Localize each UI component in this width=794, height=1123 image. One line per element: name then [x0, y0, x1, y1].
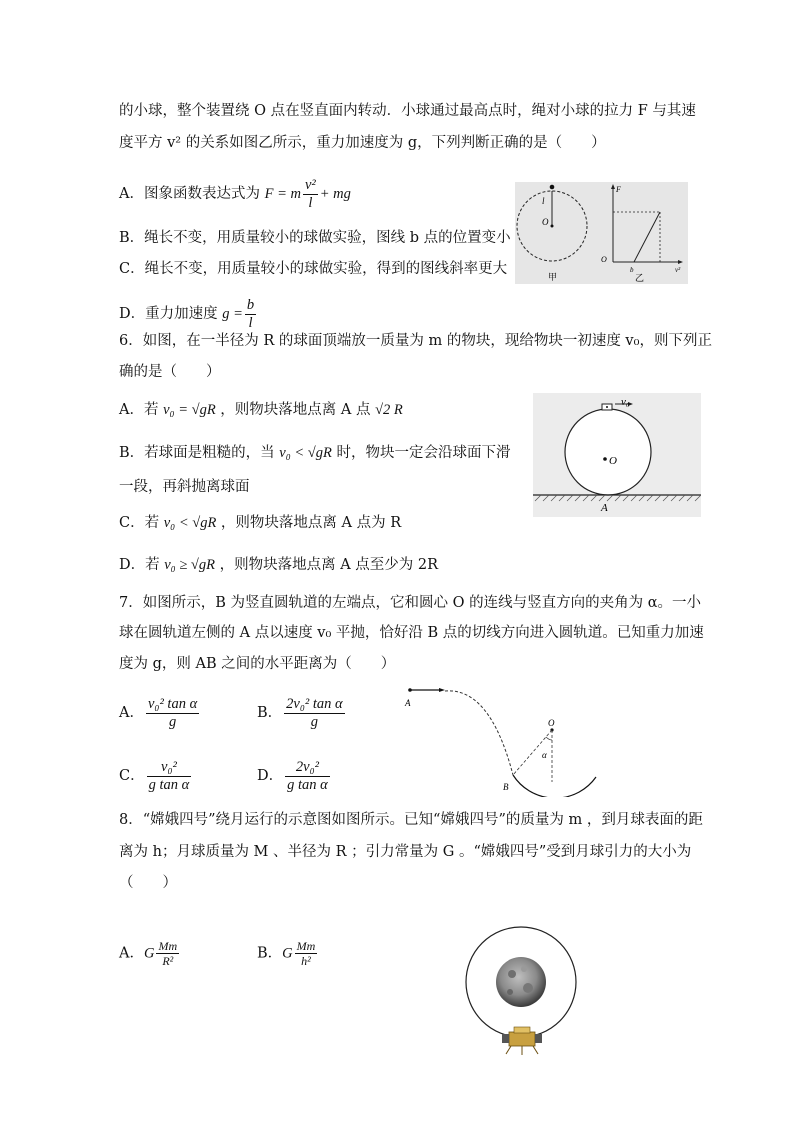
q7-label-a: A [405, 698, 411, 708]
q6-label-v0: v₀ [621, 396, 630, 408]
q6-block-dot [606, 406, 608, 408]
q5-label-origin: O [601, 255, 607, 264]
q6-label-a: A [601, 502, 608, 514]
q6-option-b [119, 443, 510, 463]
q7-option-d-fraction [285, 760, 330, 792]
q6-center-dot [603, 457, 607, 461]
q6-option-a-pre: A．若 [119, 402, 159, 418]
q6-stem-line1: 6．如图，在一半径为 R 的球面顶端放一质量为 m 的物块，现给物块一初速度 v₀，则下列正 [119, 333, 712, 349]
q5-option-a-text: A．图象函数表达式为 [119, 186, 260, 202]
q8-moon-crater-1 [508, 970, 516, 978]
q5-label-v2: v² [675, 266, 681, 274]
q5-option-a-rhs: + mg [319, 186, 351, 202]
q5-option-d-den: l [248, 314, 253, 331]
q8-option-b-den: h² [301, 954, 311, 968]
q8-option-a-den: R² [162, 954, 174, 968]
q8-option-a-num: Mm [158, 939, 178, 953]
q5-option-c: C．绳长不变，用质量较小的球做实验，得到的图线斜率更大 [119, 261, 508, 277]
q5-option-d [119, 298, 258, 330]
q7-label-alpha: α [542, 750, 547, 760]
q8-option-b-num: Mm [296, 939, 316, 953]
q6-option-a-post: ，则物块落地点离 A 点 [220, 402, 371, 418]
q7-option-c-den: g tan α [148, 776, 190, 793]
q6-sphere [565, 409, 651, 495]
q8-option-a-fraction [156, 940, 179, 967]
q8-option-b [257, 940, 319, 967]
q7-option-c [119, 760, 193, 792]
q8-option-b-label: B． [257, 945, 283, 962]
q7-figure [400, 682, 600, 797]
q5-label-F: F [616, 185, 621, 194]
q8-stem-line3: （ ） [119, 875, 177, 891]
q7-option-b-den: g [310, 713, 319, 730]
q6-option-b-post: 时，物块一定会沿球面下滑 [336, 445, 511, 461]
q6-option-d [119, 555, 438, 575]
q7-stem-line1: 7．如图所示，B 为竖直圆轨道的左端点，它和圆心 O 的连线与竖直方向的夹角为 α。一小 [119, 595, 701, 611]
q6-figure [533, 393, 701, 517]
q8-moon [496, 957, 546, 1007]
q7-option-a-den: g [168, 713, 177, 730]
q7-label-b: B [503, 782, 509, 792]
q5-ball [550, 185, 555, 190]
q7-option-b-num: 2v₀² tan α [286, 696, 343, 712]
q6-option-b-pre: B．若球面是粗糙的，当 [119, 445, 275, 461]
q7-option-b-label: B． [257, 705, 283, 721]
q5-label-jia: 甲 [548, 273, 558, 283]
q8-stem-line2: 离为 h；月球质量为 M 、半径为 R ；引力常量为 G 。“嫦娥四号”受到月球引力的大小为 [119, 844, 692, 860]
q7-option-b [257, 697, 347, 729]
q7-stem-line3: 度为 g，则 AB 之间的水平距离为（ ） [119, 656, 396, 672]
q5-label-b: b [630, 266, 634, 274]
q5-label-o: O [542, 217, 549, 227]
q6-option-c [119, 513, 401, 533]
q5-option-a-den: l [308, 194, 313, 211]
q5-figure [515, 182, 688, 284]
q6-option-c-post: ，则物块落地点离 A 点为 R [220, 515, 402, 531]
q8-option-b-fraction [295, 940, 318, 967]
q8-option-a-label: A． [119, 945, 144, 962]
q7-option-c-label: C． [119, 768, 145, 784]
q5-center-dot [551, 225, 554, 228]
q5-label-l: l [542, 196, 545, 206]
q7-option-d [257, 760, 332, 792]
q8-option-a-g: G [143, 945, 155, 962]
q7-option-b-fraction [284, 697, 344, 729]
q8-option-b-g: G [282, 945, 293, 962]
q7-circular-track [513, 775, 596, 797]
q7-option-a-num: v₀² tan α [147, 696, 198, 712]
q5-option-d-num: b [246, 297, 255, 313]
q7-option-a-label: A． [119, 705, 144, 721]
q8-moon-crater-4 [507, 989, 513, 995]
q6-option-a-dist: √2 R [375, 402, 403, 418]
q6-option-c-cond: v₀ < √gR [163, 515, 217, 531]
q7-option-c-fraction [147, 760, 192, 792]
q5-option-a-lhs: F = m [264, 186, 301, 202]
q7-ball [408, 688, 412, 692]
q5-option-d-fraction [245, 298, 256, 330]
q8-spacecraft-icon [502, 1027, 542, 1055]
q6-option-a [119, 400, 403, 420]
q6-option-d-pre: D．若 [119, 557, 160, 573]
q6-option-a-cond: v₀ = √gR [163, 402, 216, 418]
q6-option-c-pre: C．若 [119, 515, 160, 531]
q5-option-d-lhs: g = [222, 306, 243, 322]
q5-option-b: B．绳长不变，用质量较小的球做实验，图线 b 点的位置变小 [119, 230, 511, 246]
q7-option-d-label: D． [257, 768, 284, 784]
q6-option-b-line2: 一段，再斜抛离球面 [119, 479, 250, 495]
q6-option-d-post: ，则物块落地点离 A 点至少为 2R [219, 557, 439, 573]
q8-moon-crater-3 [521, 966, 527, 972]
q6-option-b-cond: v₀ < √gR [279, 445, 332, 461]
q5-label-yi: 乙 [635, 274, 645, 284]
q8-moon-crater-2 [523, 983, 533, 993]
q5-option-a-num: v² [304, 177, 316, 193]
q7-label-o: O [548, 718, 555, 728]
q5-stem-line1: 的小球，整个装置绕 O 点在竖直面内转动．小球通过最高点时，绳对小球的拉力 F 与其速 [119, 103, 696, 119]
q6-stem-line2: 确的是（ ） [119, 364, 221, 380]
q7-option-c-num: v₀² [147, 760, 192, 777]
q5-stem-line2: 度平方 v² 的关系如图乙所示，重力加速度为 g，下列判断正确的是（ ） [119, 135, 606, 151]
q6-option-d-cond: v₀ ≥ √gR [164, 557, 215, 573]
q5-option-a [119, 178, 351, 210]
q8-figure [462, 924, 582, 1059]
q7-velocity-arrowhead [439, 688, 445, 692]
q7-trajectory [445, 691, 513, 775]
q7-option-d-den: g tan α [287, 776, 328, 793]
q7-option-a-fraction [146, 697, 199, 729]
q8-option-a [119, 940, 181, 967]
q8-stem-line1: 8．“嫦娥四号”绕月运行的示意图如图所示。已知“嫦娥四号”的质量为 m ，到月球表面的距 [119, 812, 703, 828]
q7-stem-line2: 球在圆轨道左侧的 A 点以速度 v₀ 平抛，恰好沿 B 点的切线方向进入圆轨道。已知重力加速 [119, 625, 704, 641]
q5-option-d-text: D．重力加速度 [119, 306, 218, 322]
q7-angle-arc [546, 737, 552, 740]
q5-option-a-fraction [303, 178, 318, 210]
q5-figure-background [515, 182, 688, 284]
q7-option-d-num: 2v₀² [285, 760, 330, 777]
q6-label-o: O [609, 455, 617, 467]
q7-option-a [119, 697, 201, 729]
